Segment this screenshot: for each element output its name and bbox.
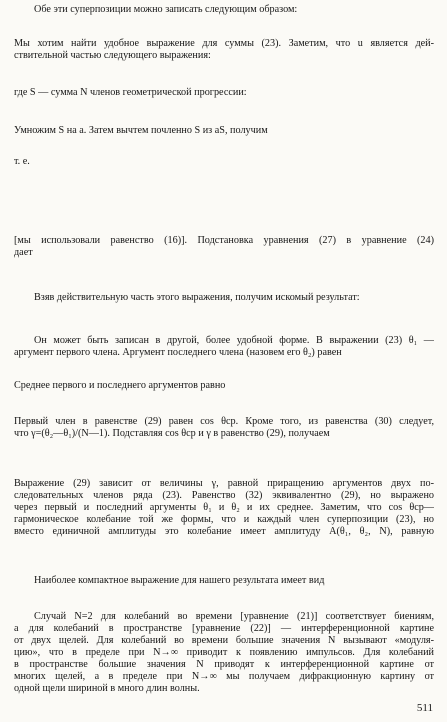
text-line: [мы использовали равенство (16)]. Подстановка уравнения (27) в уравнение (24): [14, 235, 434, 246]
page-number: 511: [416, 702, 433, 714]
text-line: вместо единичной амплитуды это колебание имеет амплитуду A(θ₁, θ₂, N), равную: [14, 526, 434, 537]
text-line: Случай N=2 для колебаний во времени [уравнение (21)] соответствует биениям,: [34, 611, 434, 622]
text-line: одной щели шириной в много длин волны.: [14, 683, 200, 694]
text-line: Мы хотим найти удобное выражение для суммы (23). Заметим, что u является дей-: [14, 38, 434, 49]
text-line: Взяв действительную часть этого выражения, получим искомый результат:: [34, 292, 360, 303]
text-line: Среднее первого и последнего аргументов равно: [14, 380, 226, 391]
text-line: в пространстве большие значения N приводят к интерференционной картине от: [14, 659, 434, 670]
text-line: гармоническое колебание той же формы, что и каждый член суперпозиции (23), но: [14, 514, 434, 525]
text-line: ствительной частью следующего выражения:: [14, 50, 211, 61]
text-line: через первый и последний аргументы θ₁ и θ₂ и их среднее. Заметим, что cos θср—: [14, 502, 434, 513]
text-line: где S — сумма N членов геометрической прогрессии:: [14, 87, 247, 98]
text-line: что γ=(θ₂—θ₁)/(N—1). Подставляя cos θср и γ в равенство (29), получаем: [14, 428, 330, 439]
text-line: дает: [14, 247, 33, 258]
text-line: следовательных членов ряда (23). Равенство (32) эквивалентно (29), но выражено: [14, 490, 434, 501]
text-line: аргумент первого члена. Аргумент последнего члена (назовем его θ₂) равен: [14, 347, 342, 358]
text-line: Он может быть записан в другой, более удобной форме. В выражении (23) θ₁ —: [34, 335, 434, 346]
text-line: т. е.: [14, 156, 30, 167]
text-line: от двух щелей. Для колебаний во времени большие значения N вызывают «модуля-: [14, 635, 434, 646]
text-line: многих щелей, а в пределе при N→∞ мы получаем дифракционную картину от: [14, 671, 434, 682]
text-line: Первый член в равенстве (29) равен cos θср. Кроме того, из равенства (30) следует,: [14, 416, 434, 427]
text-line: Выражение (29) зависит от величины γ, равной приращению аргументов двух по-: [14, 478, 434, 489]
text-line: Обе эти суперпозиции можно записать следующим образом:: [34, 4, 298, 15]
text-line: а для колебаний в пространстве [уравнение (22)] — интерференционной картине: [14, 623, 434, 634]
text-line: Умножим S на a. Затем вычтем почленно S из aS, получим: [14, 125, 268, 136]
text-line: Наиболее компактное выражение для нашего результата имеет вид: [34, 575, 325, 586]
text-line: цию», что в пределе при N→∞ приводит к появлению импульсов. Для колебаний: [14, 647, 434, 658]
